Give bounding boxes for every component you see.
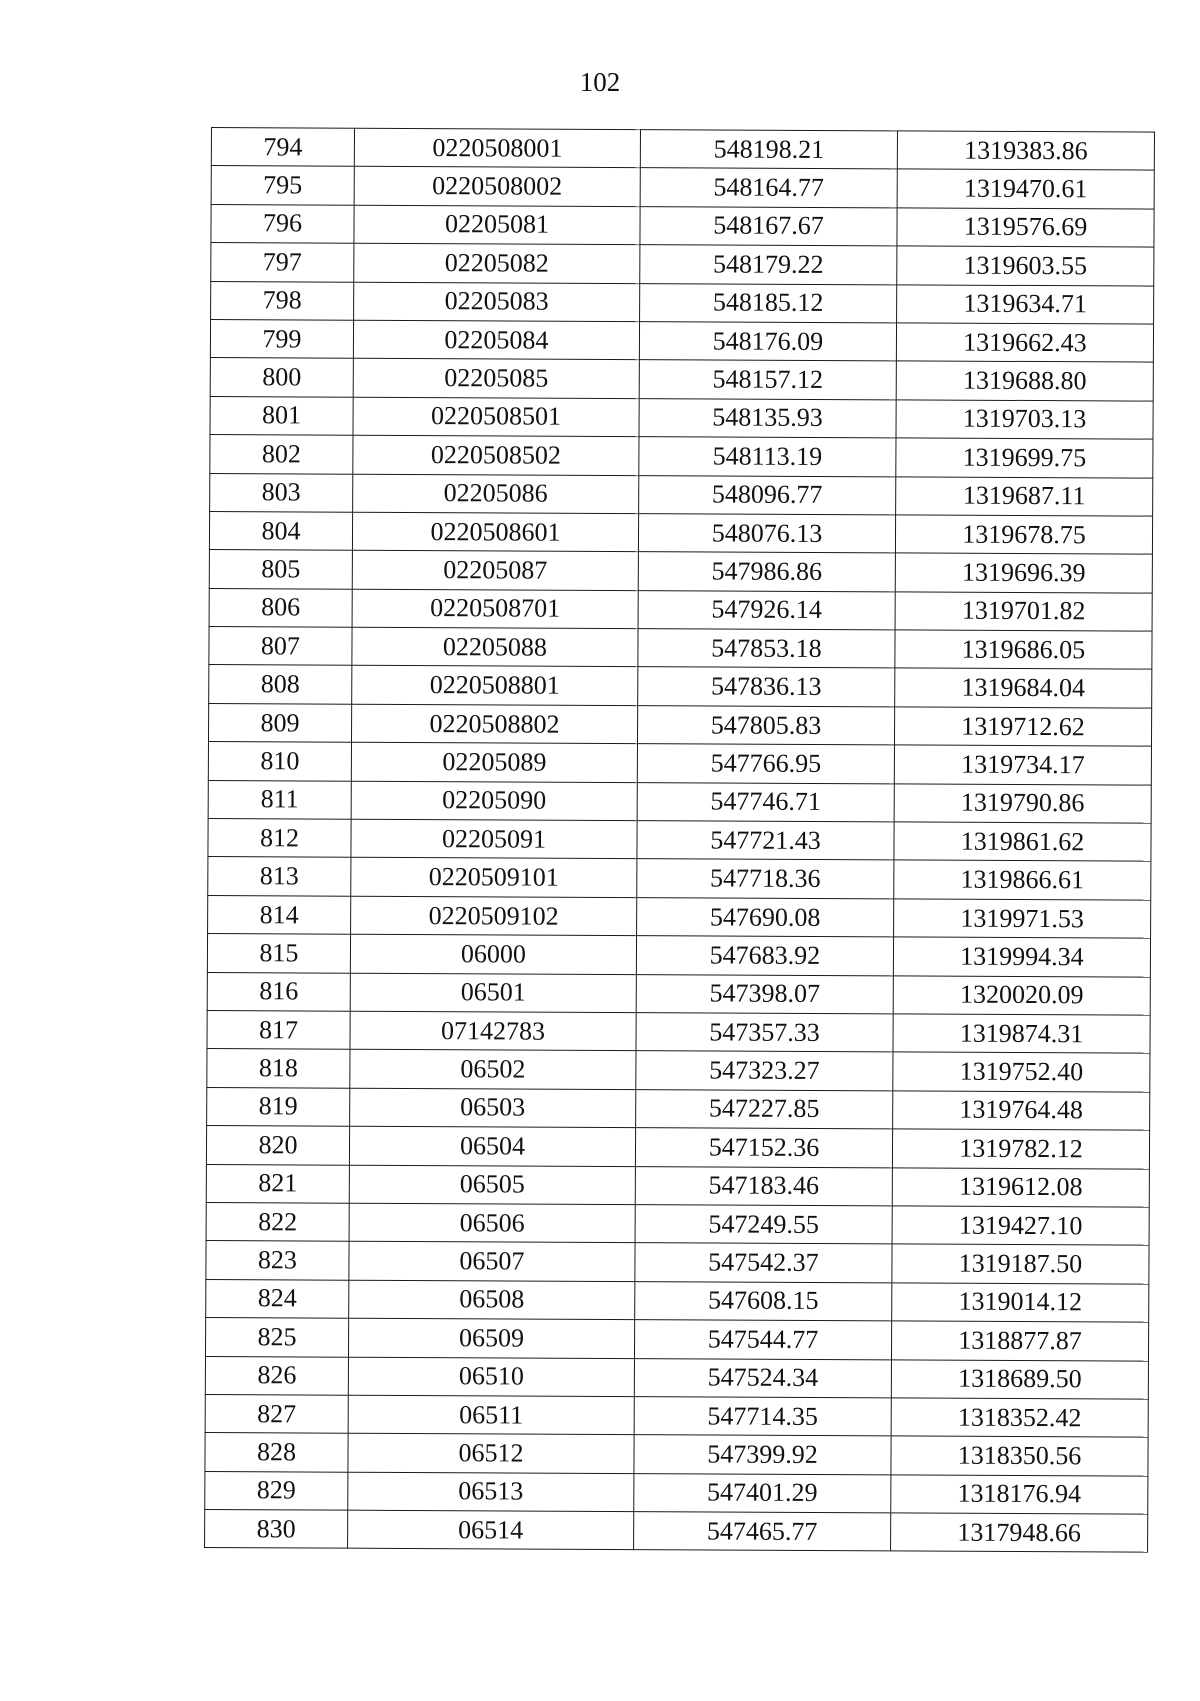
y-coordinate-cell: 1319470.61: [897, 169, 1154, 209]
x-coordinate-cell: 547524.34: [634, 1358, 891, 1398]
table-row: [210, 396, 1153, 439]
row-index-cell: 801: [210, 396, 353, 435]
table-row: [205, 1433, 1148, 1476]
point-id-cell: 07142783: [350, 1011, 636, 1051]
row-index-cell: 802: [210, 435, 353, 474]
row-index-cell: 827: [205, 1394, 348, 1433]
row-index-cell: 807: [209, 627, 352, 666]
y-coordinate-cell: 1319687.11: [896, 476, 1153, 516]
y-coordinate-cell: 1319634.71: [897, 284, 1154, 324]
table-row: [209, 511, 1152, 554]
row-index-cell: 813: [208, 857, 351, 896]
point-id-cell: 02205087: [352, 550, 638, 590]
table-row: [208, 819, 1151, 862]
point-id-cell: 02205085: [353, 359, 639, 399]
y-coordinate-cell: 1319861.62: [894, 822, 1151, 862]
point-id-cell: 06507: [349, 1242, 635, 1282]
row-index-cell: 810: [208, 742, 351, 781]
table-row: [211, 128, 1154, 171]
row-index-cell: 817: [207, 1010, 350, 1049]
row-index-cell: 815: [207, 934, 350, 973]
point-id-cell: 02205083: [354, 282, 640, 322]
table-row: [210, 319, 1153, 362]
row-index-cell: 799: [210, 319, 353, 358]
y-coordinate-cell: 1319688.80: [896, 361, 1153, 401]
x-coordinate-cell: 547152.36: [635, 1128, 892, 1168]
x-coordinate-cell: 547986.86: [638, 552, 895, 592]
y-coordinate-cell: 1319701.82: [895, 592, 1152, 632]
y-coordinate-cell: 1317948.66: [891, 1513, 1148, 1553]
x-coordinate-cell: 547853.18: [638, 629, 895, 669]
y-coordinate-cell: 1319712.62: [894, 707, 1151, 747]
point-id-cell: 06502: [350, 1050, 636, 1090]
x-coordinate-cell: 548113.19: [639, 437, 896, 477]
point-id-cell: 02205086: [353, 474, 639, 514]
point-id-cell: 06510: [348, 1357, 634, 1397]
y-coordinate-cell: 1319994.34: [893, 937, 1150, 977]
row-index-cell: 829: [205, 1471, 348, 1510]
point-id-cell: 06505: [349, 1165, 635, 1205]
x-coordinate-cell: 547227.85: [636, 1089, 893, 1129]
point-id-cell: 06514: [348, 1510, 634, 1550]
table-row: [205, 1394, 1148, 1437]
x-coordinate-cell: 547805.83: [637, 705, 894, 745]
point-id-cell: 0220508601: [352, 512, 638, 552]
y-coordinate-cell: 1319971.53: [894, 899, 1151, 939]
table-row: [208, 780, 1151, 823]
x-coordinate-cell: 548157.12: [639, 360, 896, 400]
x-coordinate-cell: 547836.13: [638, 667, 895, 707]
table-row: [206, 1126, 1149, 1169]
table-row: [209, 588, 1152, 631]
x-coordinate-cell: 547357.33: [636, 1013, 893, 1053]
row-index-cell: 826: [205, 1356, 348, 1395]
point-id-cell: 02205089: [351, 742, 637, 782]
point-id-cell: 0220508502: [353, 435, 639, 475]
x-coordinate-cell: 547398.07: [636, 974, 893, 1014]
table-row: [211, 204, 1154, 247]
table-row: [208, 742, 1151, 785]
row-index-cell: 800: [210, 358, 353, 397]
row-index-cell: 821: [206, 1164, 349, 1203]
row-index-cell: 806: [209, 588, 352, 627]
row-index-cell: 820: [206, 1126, 349, 1165]
y-coordinate-cell: 1320020.09: [893, 975, 1150, 1015]
table-row: [211, 166, 1154, 209]
table-row: [208, 857, 1151, 900]
y-coordinate-cell: 1319790.86: [894, 783, 1151, 823]
table-row: [209, 665, 1152, 708]
x-coordinate-cell: 548185.12: [640, 283, 897, 323]
y-coordinate-cell: 1319874.31: [893, 1014, 1150, 1054]
point-id-cell: 02205091: [351, 819, 637, 859]
row-index-cell: 795: [211, 166, 354, 205]
row-index-cell: 828: [205, 1433, 348, 1472]
y-coordinate-cell: 1319603.55: [897, 246, 1154, 286]
x-coordinate-cell: 548164.77: [640, 168, 897, 208]
table-row: [205, 1471, 1148, 1514]
x-coordinate-cell: 547542.37: [635, 1243, 892, 1283]
table-row: [206, 1241, 1149, 1284]
table-row: [207, 1010, 1150, 1053]
coordinates-table: [204, 127, 1155, 1553]
point-id-cell: 02205082: [354, 243, 640, 283]
point-id-cell: 02205081: [354, 205, 640, 245]
point-id-cell: 02205084: [353, 320, 639, 360]
row-index-cell: 804: [209, 511, 352, 550]
x-coordinate-cell: 547249.55: [635, 1205, 892, 1245]
table-row: [207, 972, 1150, 1015]
table-row: [205, 1318, 1148, 1361]
coordinates-table-body: [205, 128, 1155, 1553]
row-index-cell: 805: [209, 550, 352, 589]
table-row: [211, 243, 1154, 286]
x-coordinate-cell: 548096.77: [639, 475, 896, 515]
row-index-cell: 822: [206, 1202, 349, 1241]
row-index-cell: 803: [210, 473, 353, 512]
x-coordinate-cell: 548076.13: [638, 514, 895, 554]
row-index-cell: 823: [206, 1241, 349, 1280]
x-coordinate-cell: 547608.15: [635, 1281, 892, 1321]
row-index-cell: 798: [211, 281, 354, 320]
y-coordinate-cell: 1318689.50: [891, 1359, 1148, 1399]
y-coordinate-cell: 1319678.75: [895, 515, 1152, 555]
y-coordinate-cell: 1318352.42: [891, 1398, 1148, 1438]
table-row: [211, 281, 1154, 324]
table-row: [209, 627, 1152, 670]
x-coordinate-cell: 548198.21: [640, 130, 897, 170]
x-coordinate-cell: 547544.77: [634, 1320, 891, 1360]
table-row: [210, 435, 1153, 478]
page-number: 102: [579, 67, 621, 97]
table-row: [205, 1356, 1148, 1399]
point-id-cell: 06508: [349, 1280, 635, 1320]
x-coordinate-cell: 547766.95: [637, 744, 894, 784]
point-id-cell: 0220509101: [351, 858, 637, 898]
x-coordinate-cell: 547683.92: [636, 936, 893, 976]
row-index-cell: 814: [208, 895, 351, 934]
x-coordinate-cell: 547465.77: [634, 1512, 891, 1552]
table-row: [208, 895, 1151, 938]
y-coordinate-cell: 1319014.12: [892, 1283, 1149, 1323]
point-id-cell: 02205090: [351, 781, 637, 821]
x-coordinate-cell: 548179.22: [640, 245, 897, 285]
row-index-cell: 811: [208, 780, 351, 819]
x-coordinate-cell: 547718.36: [637, 859, 894, 899]
point-id-cell: 06503: [350, 1088, 636, 1128]
y-coordinate-cell: 1319684.04: [895, 668, 1152, 708]
y-coordinate-cell: 1319764.48: [893, 1091, 1150, 1131]
y-coordinate-cell: 1319734.17: [894, 745, 1151, 785]
row-index-cell: 796: [211, 204, 354, 243]
table-row: [208, 703, 1151, 746]
point-id-cell: 06506: [349, 1203, 635, 1243]
point-id-cell: 0220509102: [351, 896, 637, 936]
row-index-cell: 808: [209, 665, 352, 704]
point-id-cell: 0220508802: [351, 704, 637, 744]
table-row: [209, 550, 1152, 593]
y-coordinate-cell: 1319699.75: [896, 438, 1153, 478]
point-id-cell: 0220508801: [352, 666, 638, 706]
y-coordinate-cell: 1319866.61: [894, 860, 1151, 900]
row-index-cell: 812: [208, 819, 351, 858]
point-id-cell: 06509: [348, 1318, 634, 1358]
y-coordinate-cell: 1319752.40: [893, 1052, 1150, 1092]
table-row: [206, 1164, 1149, 1207]
y-coordinate-cell: 1319383.86: [897, 131, 1154, 171]
x-coordinate-cell: 547690.08: [637, 897, 894, 937]
y-coordinate-cell: 1318877.87: [891, 1321, 1148, 1361]
point-id-cell: 06000: [350, 934, 636, 974]
x-coordinate-cell: 547399.92: [634, 1435, 891, 1475]
row-index-cell: 824: [206, 1279, 349, 1318]
table-row: [207, 1049, 1150, 1092]
point-id-cell: 06501: [350, 973, 636, 1013]
y-coordinate-cell: 1319696.39: [895, 553, 1152, 593]
table-row: [205, 1510, 1148, 1553]
x-coordinate-cell: 547721.43: [637, 821, 894, 861]
y-coordinate-cell: 1319427.10: [892, 1206, 1149, 1246]
y-coordinate-cell: 1319686.05: [895, 630, 1152, 670]
point-id-cell: 0220508701: [352, 589, 638, 629]
point-id-cell: 06513: [348, 1472, 634, 1512]
row-index-cell: 830: [205, 1510, 348, 1549]
row-index-cell: 825: [205, 1318, 348, 1357]
y-coordinate-cell: 1319576.69: [897, 208, 1154, 248]
x-coordinate-cell: 548167.67: [640, 206, 897, 246]
point-id-cell: 06504: [349, 1126, 635, 1166]
x-coordinate-cell: 547183.46: [635, 1166, 892, 1206]
x-coordinate-cell: 547401.29: [634, 1473, 891, 1513]
y-coordinate-cell: 1319782.12: [892, 1129, 1149, 1169]
x-coordinate-cell: 548135.93: [639, 398, 896, 438]
x-coordinate-cell: 548176.09: [639, 322, 896, 362]
row-index-cell: 797: [211, 243, 354, 282]
y-coordinate-cell: 1319703.13: [896, 400, 1153, 440]
table-row: [210, 358, 1153, 401]
y-coordinate-cell: 1318176.94: [891, 1475, 1148, 1515]
row-index-cell: 809: [208, 703, 351, 742]
x-coordinate-cell: 547714.35: [634, 1396, 891, 1436]
table-row: [210, 473, 1153, 516]
x-coordinate-cell: 547746.71: [637, 782, 894, 822]
point-id-cell: 0220508002: [354, 167, 640, 207]
point-id-cell: 06511: [348, 1395, 634, 1435]
point-id-cell: 06512: [348, 1433, 634, 1473]
table-row: [206, 1279, 1149, 1322]
x-coordinate-cell: 547926.14: [638, 590, 895, 630]
row-index-cell: 794: [211, 128, 354, 167]
table-row: [206, 1202, 1149, 1245]
x-coordinate-cell: 547323.27: [636, 1051, 893, 1091]
point-id-cell: 0220508001: [354, 128, 640, 168]
y-coordinate-cell: 1319612.08: [892, 1167, 1149, 1207]
y-coordinate-cell: 1319187.50: [892, 1244, 1149, 1284]
row-index-cell: 816: [207, 972, 350, 1011]
y-coordinate-cell: 1319662.43: [896, 323, 1153, 363]
table-row: [207, 934, 1150, 977]
row-index-cell: 819: [207, 1087, 350, 1126]
point-id-cell: 02205088: [352, 627, 638, 667]
row-index-cell: 818: [207, 1049, 350, 1088]
table-row: [207, 1087, 1150, 1130]
point-id-cell: 0220508501: [353, 397, 639, 437]
y-coordinate-cell: 1318350.56: [891, 1436, 1148, 1476]
